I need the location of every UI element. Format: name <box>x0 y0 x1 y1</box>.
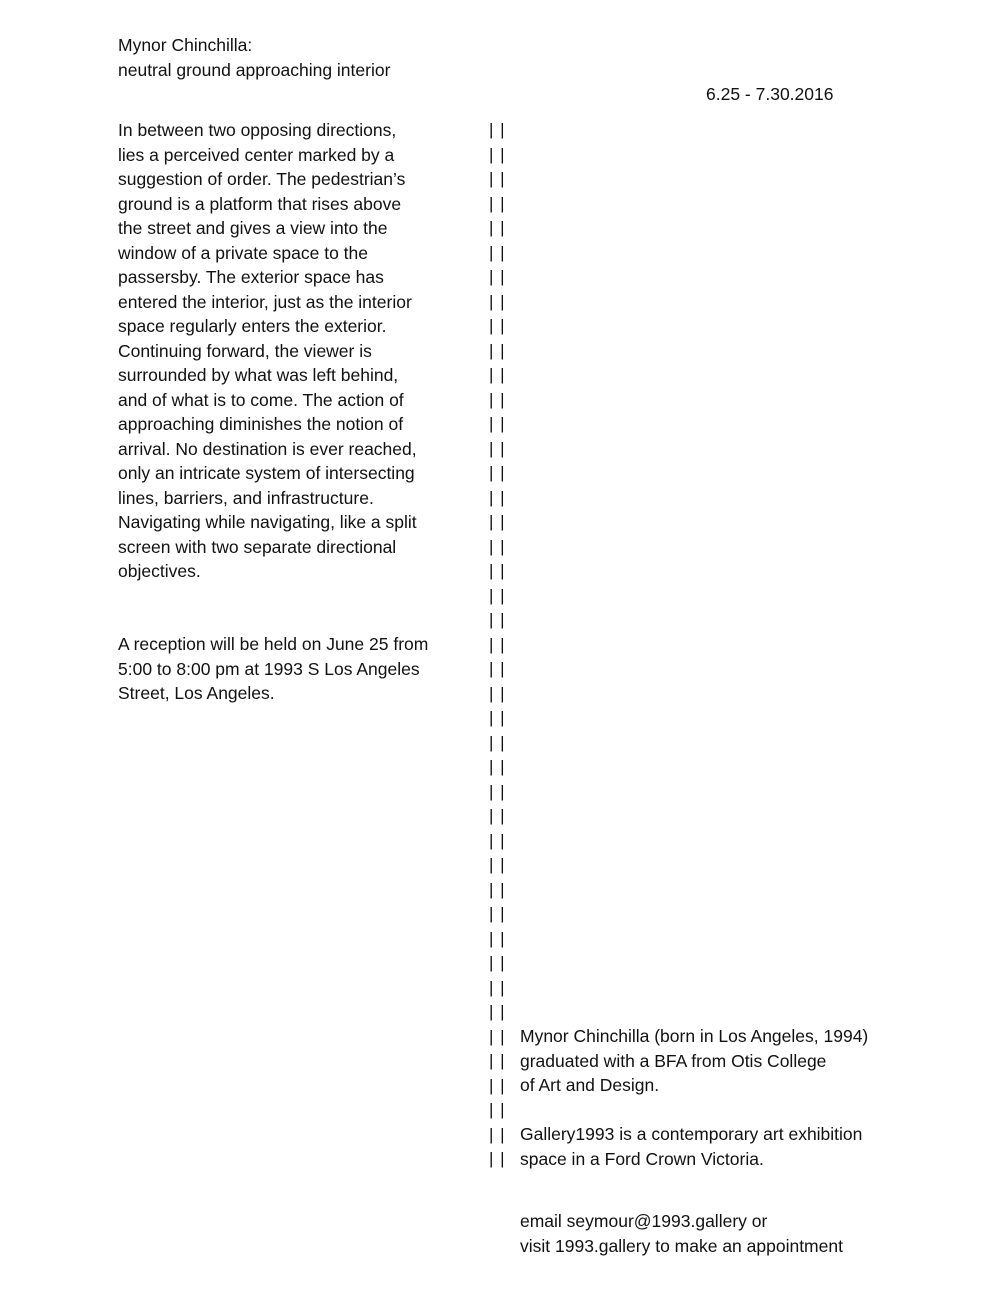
divider-bars: | | <box>489 830 506 850</box>
artist-name: Mynor Chinchilla: <box>118 35 253 55</box>
divider-bars: | | <box>489 879 506 899</box>
divider-bars: | | <box>489 218 506 237</box>
statement-line: the street and gives a view into the <box>118 218 388 238</box>
statement-line: passersby. The exterior space has <box>118 267 384 287</box>
divider-bars: | | <box>489 585 506 605</box>
artist-statement <box>118 118 417 584</box>
divider-bars: | | <box>489 389 506 409</box>
divider-bars: | | <box>489 1124 506 1144</box>
gallery-line: space in a Ford Crown Victoria. <box>520 1148 764 1169</box>
divider-bars: | | <box>489 1002 506 1021</box>
divider-bars: | | <box>489 512 506 531</box>
divider-bars: | | <box>489 806 506 825</box>
divider-bars: | | <box>489 732 506 752</box>
gallery-line: Gallery1993 is a contemporary art exhibition <box>520 1124 863 1144</box>
divider-bars: | | <box>489 1100 506 1119</box>
statement-line: window of a private space to the <box>118 242 369 263</box>
divider-bars: | | <box>489 977 506 997</box>
statement-line: suggestion of order. The pedestrian’s <box>118 169 406 189</box>
divider-bars: | | <box>489 904 506 923</box>
statement-line: arrival. No destination is ever reached, <box>118 438 417 459</box>
divider-bars: | | <box>489 781 506 801</box>
contact-email-line[interactable]: email seymour@1993.gallery or <box>520 1211 768 1231</box>
reception-line: Street, Los Angeles. <box>118 683 275 703</box>
statement-line: Continuing forward, the viewer is <box>118 340 372 361</box>
statement-line: screen with two separate directional <box>118 536 397 557</box>
divider-bars: | | <box>489 144 506 164</box>
divider-bars: | | <box>489 316 506 335</box>
reception-line: 5:00 to 8:00 pm at 1993 S Los Angeles <box>118 658 420 679</box>
divider-bars: | | <box>489 267 506 286</box>
divider-bars: | | <box>489 120 506 139</box>
divider-bars: | | <box>489 414 506 433</box>
artist-bio <box>520 1024 868 1171</box>
vertical-divider <box>489 118 506 1172</box>
divider-bars: | | <box>489 708 506 727</box>
divider-bars: | | <box>489 659 506 678</box>
bio-line: graduated with a BFA from Otis College <box>520 1050 827 1071</box>
title-block <box>118 33 390 82</box>
divider-bars: | | <box>489 438 506 458</box>
divider-bars: | | <box>489 1075 506 1095</box>
divider-bars: | | <box>489 1149 506 1168</box>
exhibition-dates: 6.25 - 7.30.2016 <box>706 84 834 104</box>
divider-bars: | | <box>489 928 506 948</box>
statement-line: ground is a platform that rises above <box>118 193 402 214</box>
divider-bars: | | <box>489 291 506 311</box>
exhibition-title: neutral ground approaching interior <box>118 59 391 80</box>
bio-line: Mynor Chinchilla (born in Los Angeles, 1994) <box>520 1026 869 1046</box>
statement-line: lies a perceived center marked by a <box>118 144 395 165</box>
statement-line: only an intricate system of intersecting <box>118 463 415 483</box>
divider-bars: | | <box>489 365 506 384</box>
bio-line: of Art and Design. <box>520 1075 660 1095</box>
divider-bars: | | <box>489 193 506 213</box>
divider-bars: | | <box>489 1051 506 1070</box>
contact-website-line[interactable]: visit 1993.gallery to make an appointment <box>520 1235 843 1256</box>
statement-line: In between two opposing directions, <box>118 120 397 140</box>
divider-bars: | | <box>489 1026 506 1046</box>
divider-bars: | | <box>489 634 506 654</box>
statement-line: entered the interior, just as the interior <box>118 291 412 312</box>
divider-bars: | | <box>489 169 506 188</box>
statement-line: Navigating while navigating, like a split <box>118 512 417 532</box>
divider-bars: | | <box>489 536 506 556</box>
reception-line: A reception will be held on June 25 from <box>118 634 429 654</box>
divider-bars: | | <box>489 242 506 262</box>
bio-line <box>520 1098 868 1123</box>
divider-bars: | | <box>489 340 506 360</box>
divider-bars: | | <box>489 463 506 482</box>
divider-bars: | | <box>489 953 506 972</box>
divider-bars: | | <box>489 610 506 629</box>
contact-info <box>520 1209 843 1258</box>
divider-bars: | | <box>489 561 506 580</box>
divider-bars: | | <box>489 487 506 507</box>
statement-line: lines, barriers, and infrastructure. <box>118 487 374 508</box>
statement-line: surrounded by what was left behind, <box>118 365 399 385</box>
statement-line: and of what is to come. The action of <box>118 389 404 410</box>
divider-bars: | | <box>489 757 506 776</box>
statement-line: approaching diminishes the notion of <box>118 414 404 434</box>
statement-line: objectives. <box>118 561 201 581</box>
reception-info <box>118 632 428 706</box>
divider-bars: | | <box>489 855 506 874</box>
statement-line: space regularly enters the exterior. <box>118 316 387 336</box>
divider-bars: | | <box>489 683 506 703</box>
